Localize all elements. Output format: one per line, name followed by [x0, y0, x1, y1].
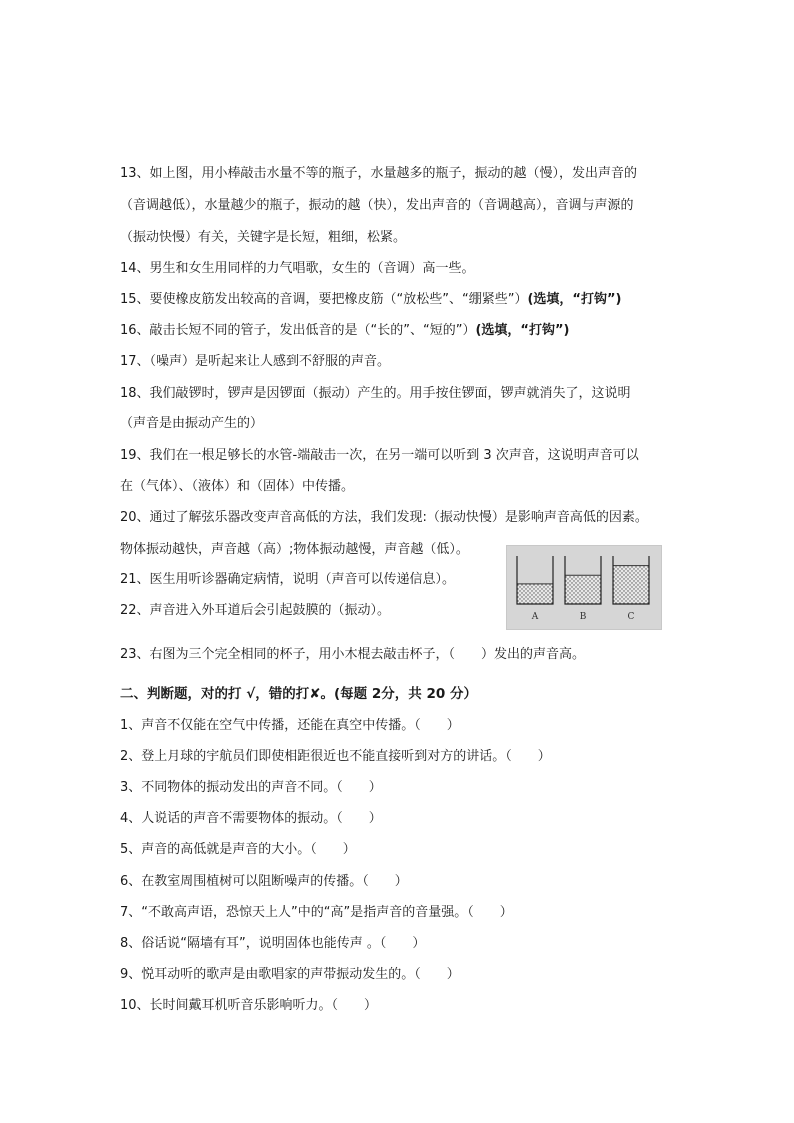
question-15: 15、要使橡皮筋发出较高的音调，要把橡皮筋（“放松些”、“绷紧些”）(选填，“打钩”) — [120, 292, 622, 307]
cup-water-a — [517, 584, 553, 604]
cup-water-c — [613, 566, 649, 604]
question-16: 16、敲击长短不同的管子，发出低音的是（“长的”、“短的”）(选填，“打钩”) — [120, 323, 570, 338]
question-13-line-2: （音调越低），水量越少的瓶子，振动的越（快），发出声音的（音调越高），音调与声源的 — [120, 198, 634, 213]
question-23: 23、右图为三个完全相同的杯子，用小木棍去敲击杯子，（ ）发出的声音高。 — [120, 647, 586, 662]
question-17: 17、（噪声）是听起来让人感到不舒服的声音。 — [120, 354, 391, 369]
cup-water-b — [565, 575, 601, 604]
judge-question-8: 8、俗话说“隔墙有耳”，说明固体也能传声 。（ ） — [120, 936, 426, 951]
question-14: 14、男生和女生用同样的力气唱歌，女生的（音调）高一些。 — [120, 261, 475, 276]
section-title-judgement: 二、判断题，对的打 √，错的打✘。(每题 2分，共 20 分） — [120, 686, 477, 702]
three-cups-figure — [506, 545, 662, 630]
judge-question-6: 6、在教室周围植树可以阻断噪声的传播。（ ） — [120, 874, 408, 889]
question-22: 22、声音进入外耳道后会引起鼓膜的（振动）。 — [120, 603, 391, 618]
cup-label-c: C — [627, 612, 635, 622]
question-13-line-1: 13、如上图，用小棒敲击水量不等的瓶子，水量越多的瓶子，振动的越（慢），发出声音的 — [120, 166, 638, 181]
question-15-hint: (选填，“打钩”) — [527, 292, 622, 307]
judge-question-10: 10、长时间戴耳机听音乐影响听力。（ ） — [120, 998, 378, 1013]
judge-question-9: 9、悦耳动听的歌声是由歌唱家的声带振动发生的。（ ） — [120, 967, 460, 982]
cups-illustration — [507, 546, 661, 629]
judge-question-2: 2、登上月球的宇航员们即使相距很近也不能直接听到对方的讲话。（ ） — [120, 749, 551, 764]
judge-question-5: 5、声音的高低就是声音的大小。（ ） — [120, 842, 356, 857]
question-13-line-3: （振动快慢）有关，关键字是长短，粗细，松紧。 — [120, 230, 407, 245]
judge-question-1: 1、声音不仅能在空气中传播，还能在真空中传播。（ ） — [120, 718, 460, 733]
question-18-line-2: （声音是由振动产生的） — [120, 416, 264, 431]
cup-label-b: B — [579, 612, 587, 622]
question-20-line-2: 物体振动越快，声音越（高）;物体振动越慢，声音越（低）。 — [120, 542, 469, 557]
question-16-hint: (选填，“打钩”) — [475, 323, 570, 338]
question-19-line-1: 19、我们在一根足够长的水管-端敲击一次，在另一端可以听到 3 次声音，这说明声音可以 — [120, 448, 639, 463]
question-21: 21、医生用听诊器确定病情，说明（声音可以传递信息）。 — [120, 572, 456, 587]
judge-question-7: 7、“不敢高声语，恐惊天上人”中的“高”是指声音的音量强。（ ） — [120, 905, 513, 920]
judge-question-3: 3、不同物体的振动发出的声音不同。（ ） — [120, 780, 382, 795]
question-18-line-1: 18、我们敲锣时，锣声是因锣面（振动）产生的。用手按住锣面，锣声就消失了，这说明 — [120, 386, 631, 401]
question-19-line-2: 在（气体）、（液体）和（固体）中传播。 — [120, 479, 355, 494]
cup-label-a: A — [531, 612, 539, 622]
judge-question-4: 4、人说话的声音不需要物体的振动。（ ） — [120, 811, 382, 826]
question-20-line-1: 20、通过了解弦乐器改变声音高低的方法，我们发现:（振动快慢）是影响声音高低的因素。 — [120, 510, 648, 525]
